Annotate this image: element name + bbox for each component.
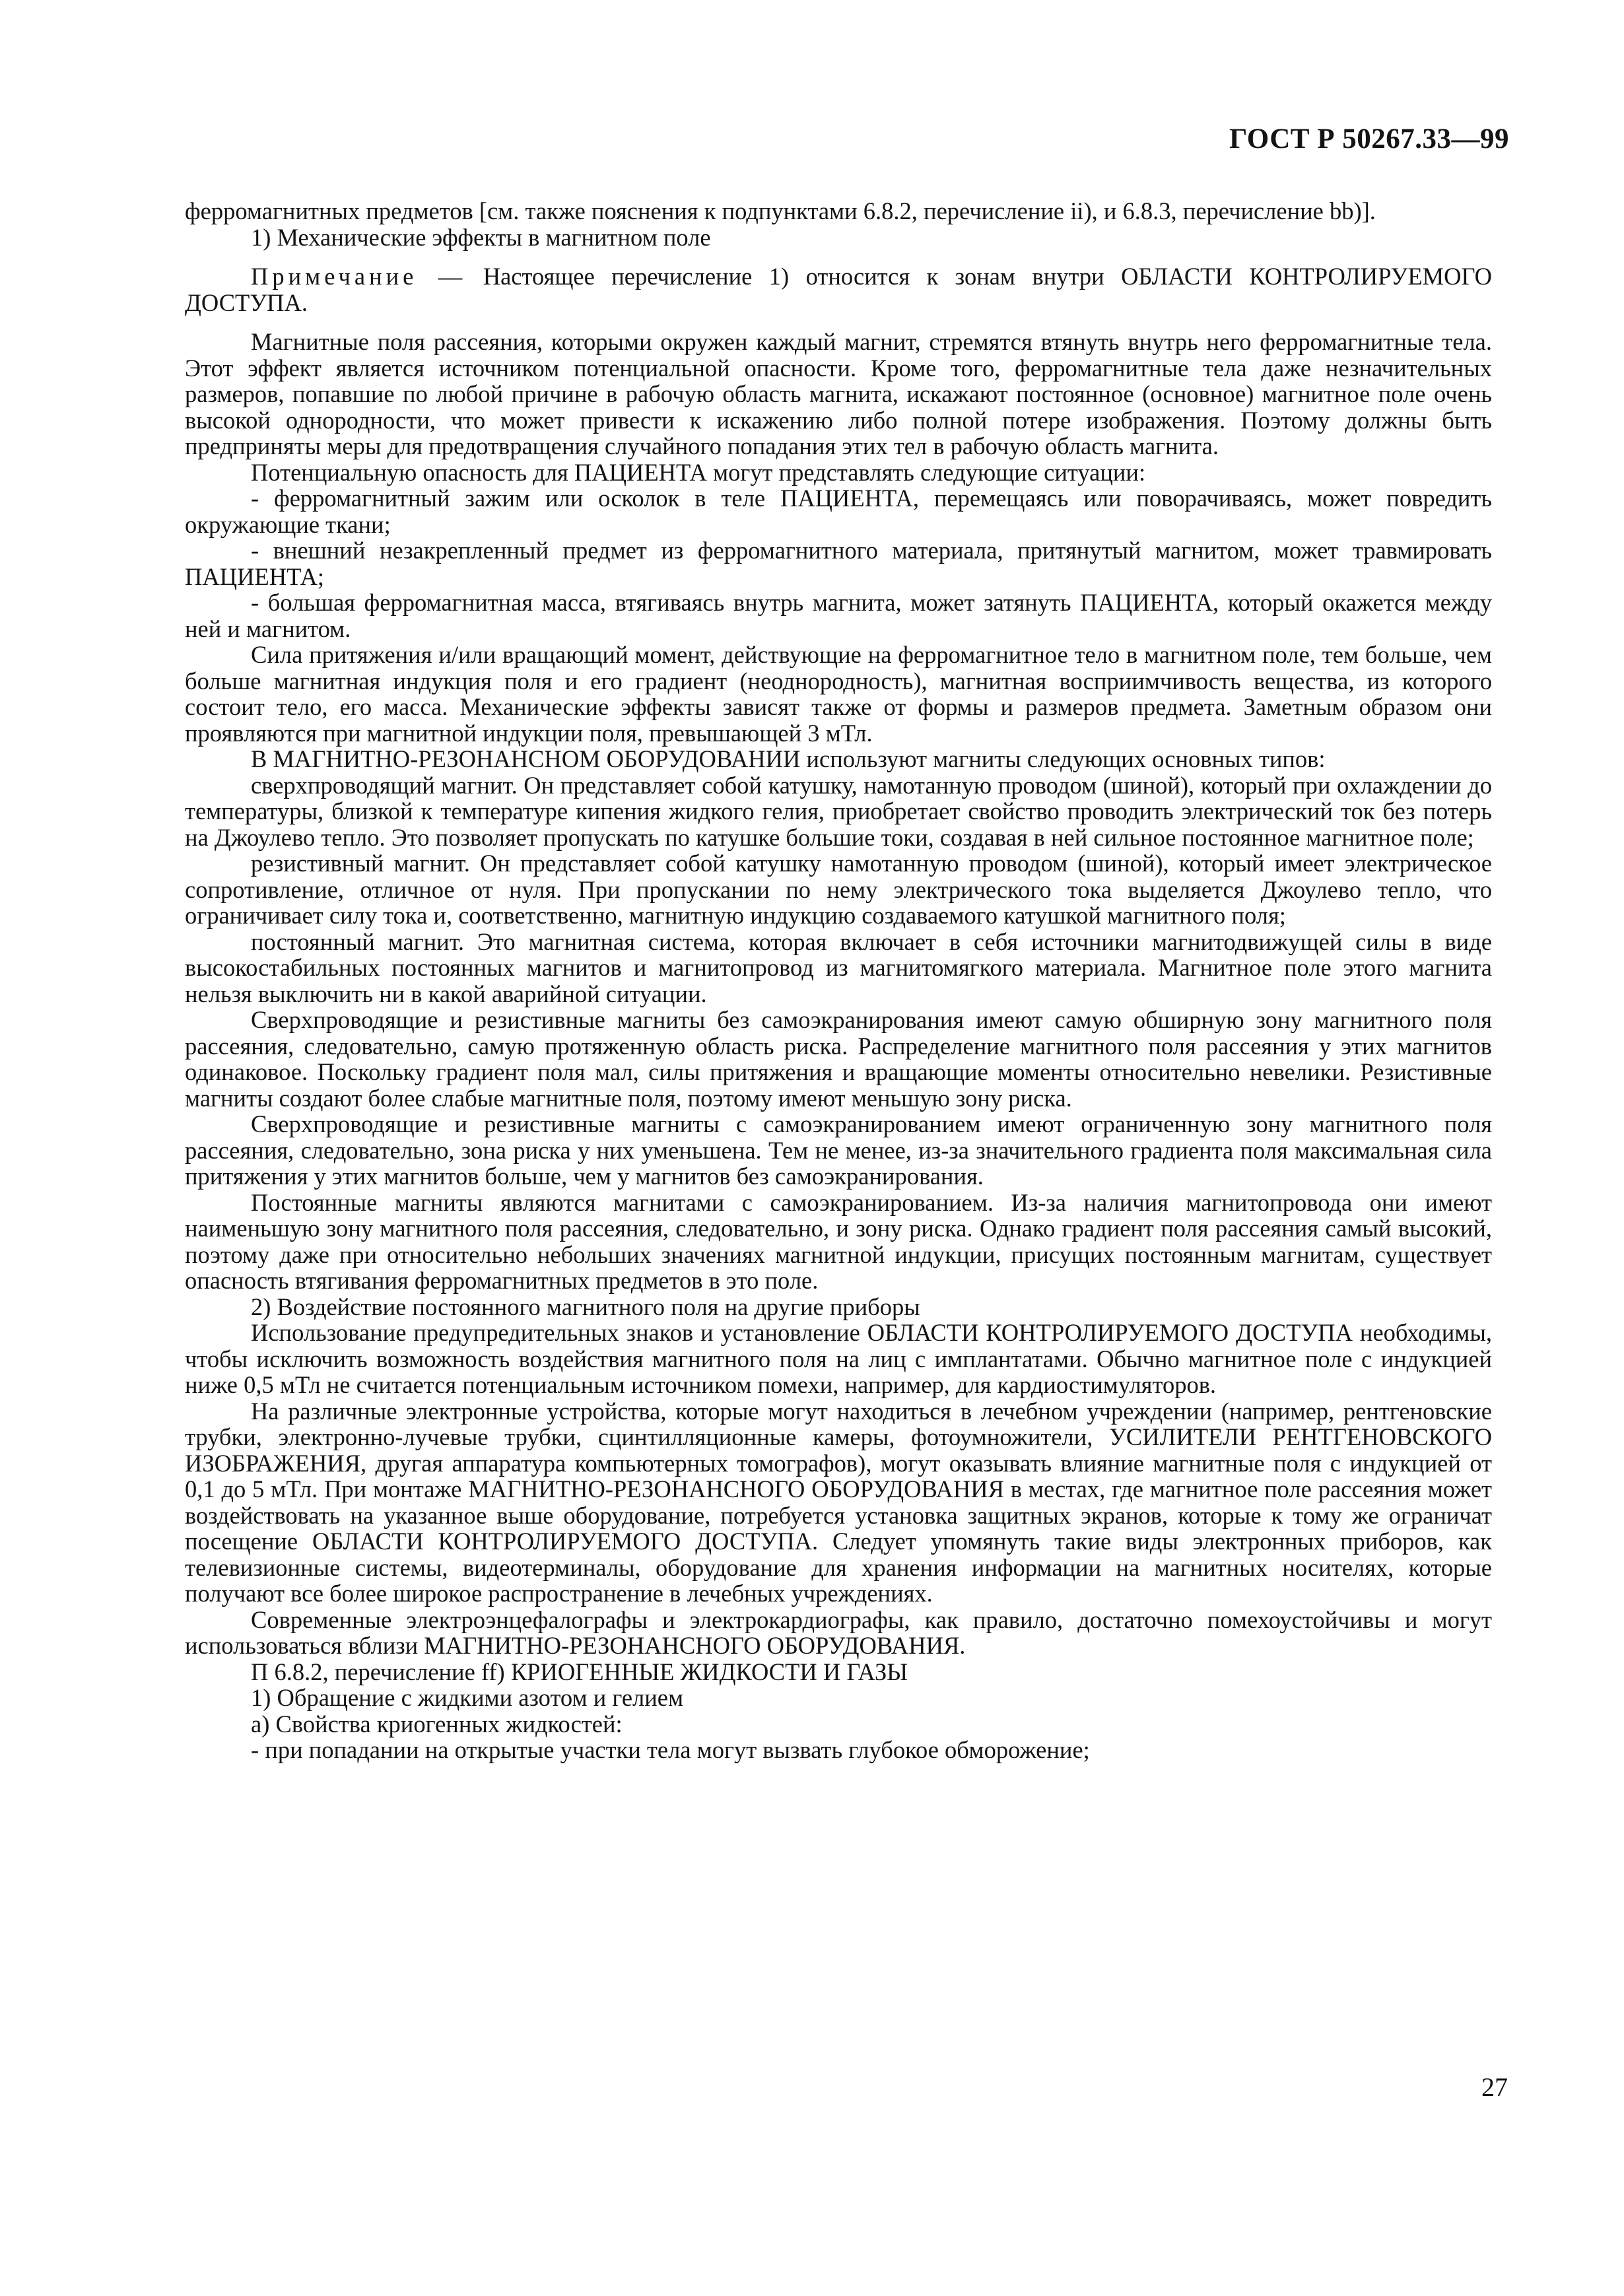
paragraph: Потенциальную опасность для ПАЦИЕНТА могут представлять следующие ситуации: [251,458,1146,486]
note-text: Настоящее перечисление 1) относится к зонам внутри ОБЛАСТИ КОНТРОЛИРУЕМОГО ДОСТУПА. [185,263,1493,316]
document-body [185,198,1492,1763]
paragraph: Постоянные магниты являются магнитами с самоэкранированием. Из-за наличия магнитопровода они имеют наименьшую зону магнитного поля рассеяния, следовательно, и зону риска. Однако градиент поля рассеяния самый высокий, поэтому даже при относительно небольших значениях магнитной индукции, присущих постоянным магнитам, существует опасность втягивания ферромагнитных предметов в это поле. [185,1188,1492,1294]
section-heading: а) Свойства криогенных жидкостей: [251,1710,623,1738]
paragraph: сверхпроводящий магнит. Он представляет собой катушку, намотанную проводом (шиной), который при охлаждении до температуры, близкой к температуре кипения жидкого гелия, приобретает свойство проводить электрический ток без потерь на Джоулево тепло. Это позволяет пропускать по катушке большие токи, создавая в ней сильное постоянное магнитное поле; [185,771,1492,851]
note-label: Примечание — [251,263,467,290]
list-item: - при попадании на открытые участки тела могут вызвать глубокое обморожение; [251,1736,1090,1763]
paragraph: резистивный магнит. Он представляет собой катушку намотанную проводом (шиной), который имеет электрическое сопротивление, отличное от нуля. При пропускании по нему электрического тока выделяется Джоулево тепло, что ограничивает силу тока и, соответственно, магнитную индукцию создаваемого катушкой магнитного поля; [185,850,1492,929]
section-heading: 2) Воздействие постоянного магнитного поля на другие приборы [251,1293,920,1320]
note [185,263,1492,316]
list-item: - внешний незакрепленный предмет из ферромагнитного материала, притянутый магнитом, может травмировать ПАЦИЕНТА; [185,537,1492,590]
paragraph: Сверхпроводящие и резистивные магниты без самоэкранирования имеют самую обширную зону магнитного поля рассеяния, следовательно, самую протяженную область риска. Распределение магнитного поля рассеяния у этих магнитов одинаковое. Поскольку градиент поля мал, силы притяжения и вращающие моменты относительно невелики. Резистивные магниты создают более слабые магнитные поля, поэтому имеют меньшую зону риска. [185,1006,1492,1112]
page-number: 27 [1481,2072,1508,2102]
list-item: - ферромагнитный зажим или осколок в теле ПАЦИЕНТА, перемещаясь или поворачиваясь, может повредить окружающие ткани; [185,485,1492,538]
page-header-standard-code: ГОСТ Р 50267.33—99 [1229,123,1509,154]
list-item: - большая ферромагнитная масса, втягиваясь внутрь магнита, может затянуть ПАЦИЕНТА, который окажется между ней и магнитом. [185,589,1492,642]
paragraph: В МАГНИТНО-РЕЗОНАНСНОМ ОБОРУДОВАНИИ используют магниты следующих основных типов: [251,745,1326,772]
section-heading: 1) Механические эффекты в магнитном поле [251,223,711,251]
paragraph: Магнитные поля рассеяния, которыми окружен каждый магнит, стремятся втянуть внутрь него ферромагнитные тела. Этот эффект является источником потенциальной опасности. Кроме того, ферромагнитные тела даже незначительных размеров, попавшие по любой причине в рабочую область магнита, искажают постоянное (основное) магнитное поле очень высокой однородности, что может привести к искажению либо полной потере изображения. Поэтому должны быть предприняты меры для предотвращения случайного попадания этих тел в рабочую область магнита. [185,328,1492,459]
section-heading: 1) Обращение с жидкими азотом и гелием [251,1684,684,1711]
paragraph: постоянный магнит. Это магнитная система, которая включает в себя источники магнитодвижущей силы в виде высокостабильных постоянных магнитов и магнитопровод из магнитомягкого материала. Магнитное поле этого магнита нельзя выключить ни в какой аварийной ситуации. [185,928,1492,1007]
paragraph: ферромагнитных предметов [см. также пояснения к подпунктами 6.8.2, перечисление ii), и 6.8.3, перечисление bb)]. [185,197,1376,224]
paragraph: Сила притяжения и/или вращающий момент, действующие на ферромагнитное тело в магнитном поле, тем больше, чем больше магнитная индукция поля и его градиент (неоднородность), магнитная восприимчивость вещества, из которого состоит тело, его масса. Механические эффекты зависят также от формы и размеров предмета. Заметным образом они проявляются при магнитной индукции поля, превышающей 3 мТл. [185,641,1492,747]
paragraph: Использование предупредительных знаков и установление ОБЛАСТИ КОНТРОЛИРУЕМОГО ДОСТУПА необходимы, чтобы исключить возможность воздействия магнитного поля на лиц с имплантатами. Обычно магнитное поле с индукцией ниже 0,5 мТл не считается потенциальным источником помехи, например, для кардиостимуляторов. [185,1319,1492,1398]
paragraph: Современные электроэнцефалографы и электрокардиографы, как правило, достаточно помехоустойчивы и могут использоваться вблизи МАГНИТНО-РЕЗОНАНСНОГО ОБОРУДОВАНИЯ. [185,1605,1492,1659]
section-heading: П 6.8.2, перечисление ff) КРИОГЕННЫЕ ЖИДКОСТИ И ГАЗЫ [251,1658,908,1685]
paragraph: Сверхпроводящие и резистивные магниты с самоэкранированием имеют ограниченную зону магнитного поля рассеяния, следовательно, зона риска у них уменьшена. Тем не менее, из-за значительного градиента поля максимальная сила притяжения у этих магнитов больше, чем у магнитов без самоэкранирования. [185,1110,1492,1190]
paragraph: На различные электронные устройства, которые могут находиться в лечебном учреждении (например, рентгеновские трубки, электронно-лучевые трубки, сцинтилляционные камеры, фотоумножители, УСИЛИТЕЛИ РЕНТГЕНОВСКОГО ИЗОБРАЖЕНИЯ, другая аппаратура компьютерных томографов), могут оказывать влияние магнитные поля с индукцией от 0,1 до 5 мТл. При монтаже МАГНИТНО-РЕЗОНАНСНОГО ОБОРУДОВАНИЯ в местах, где магнитное поле рассеяния может воздействовать на указанное выше оборудование, потребуется установка защитных экранов, которые к тому же ограничат посещение ОБЛАСТИ КОНТРОЛИРУЕМОГО ДОСТУПА. Следует упомянуть такие виды электронных приборов, как телевизионные системы, видеотерминалы, оборудование для хранения информации на магнитных носителях, которые получают все более широкое распространение в лечебных учреждениях. [185,1397,1492,1607]
